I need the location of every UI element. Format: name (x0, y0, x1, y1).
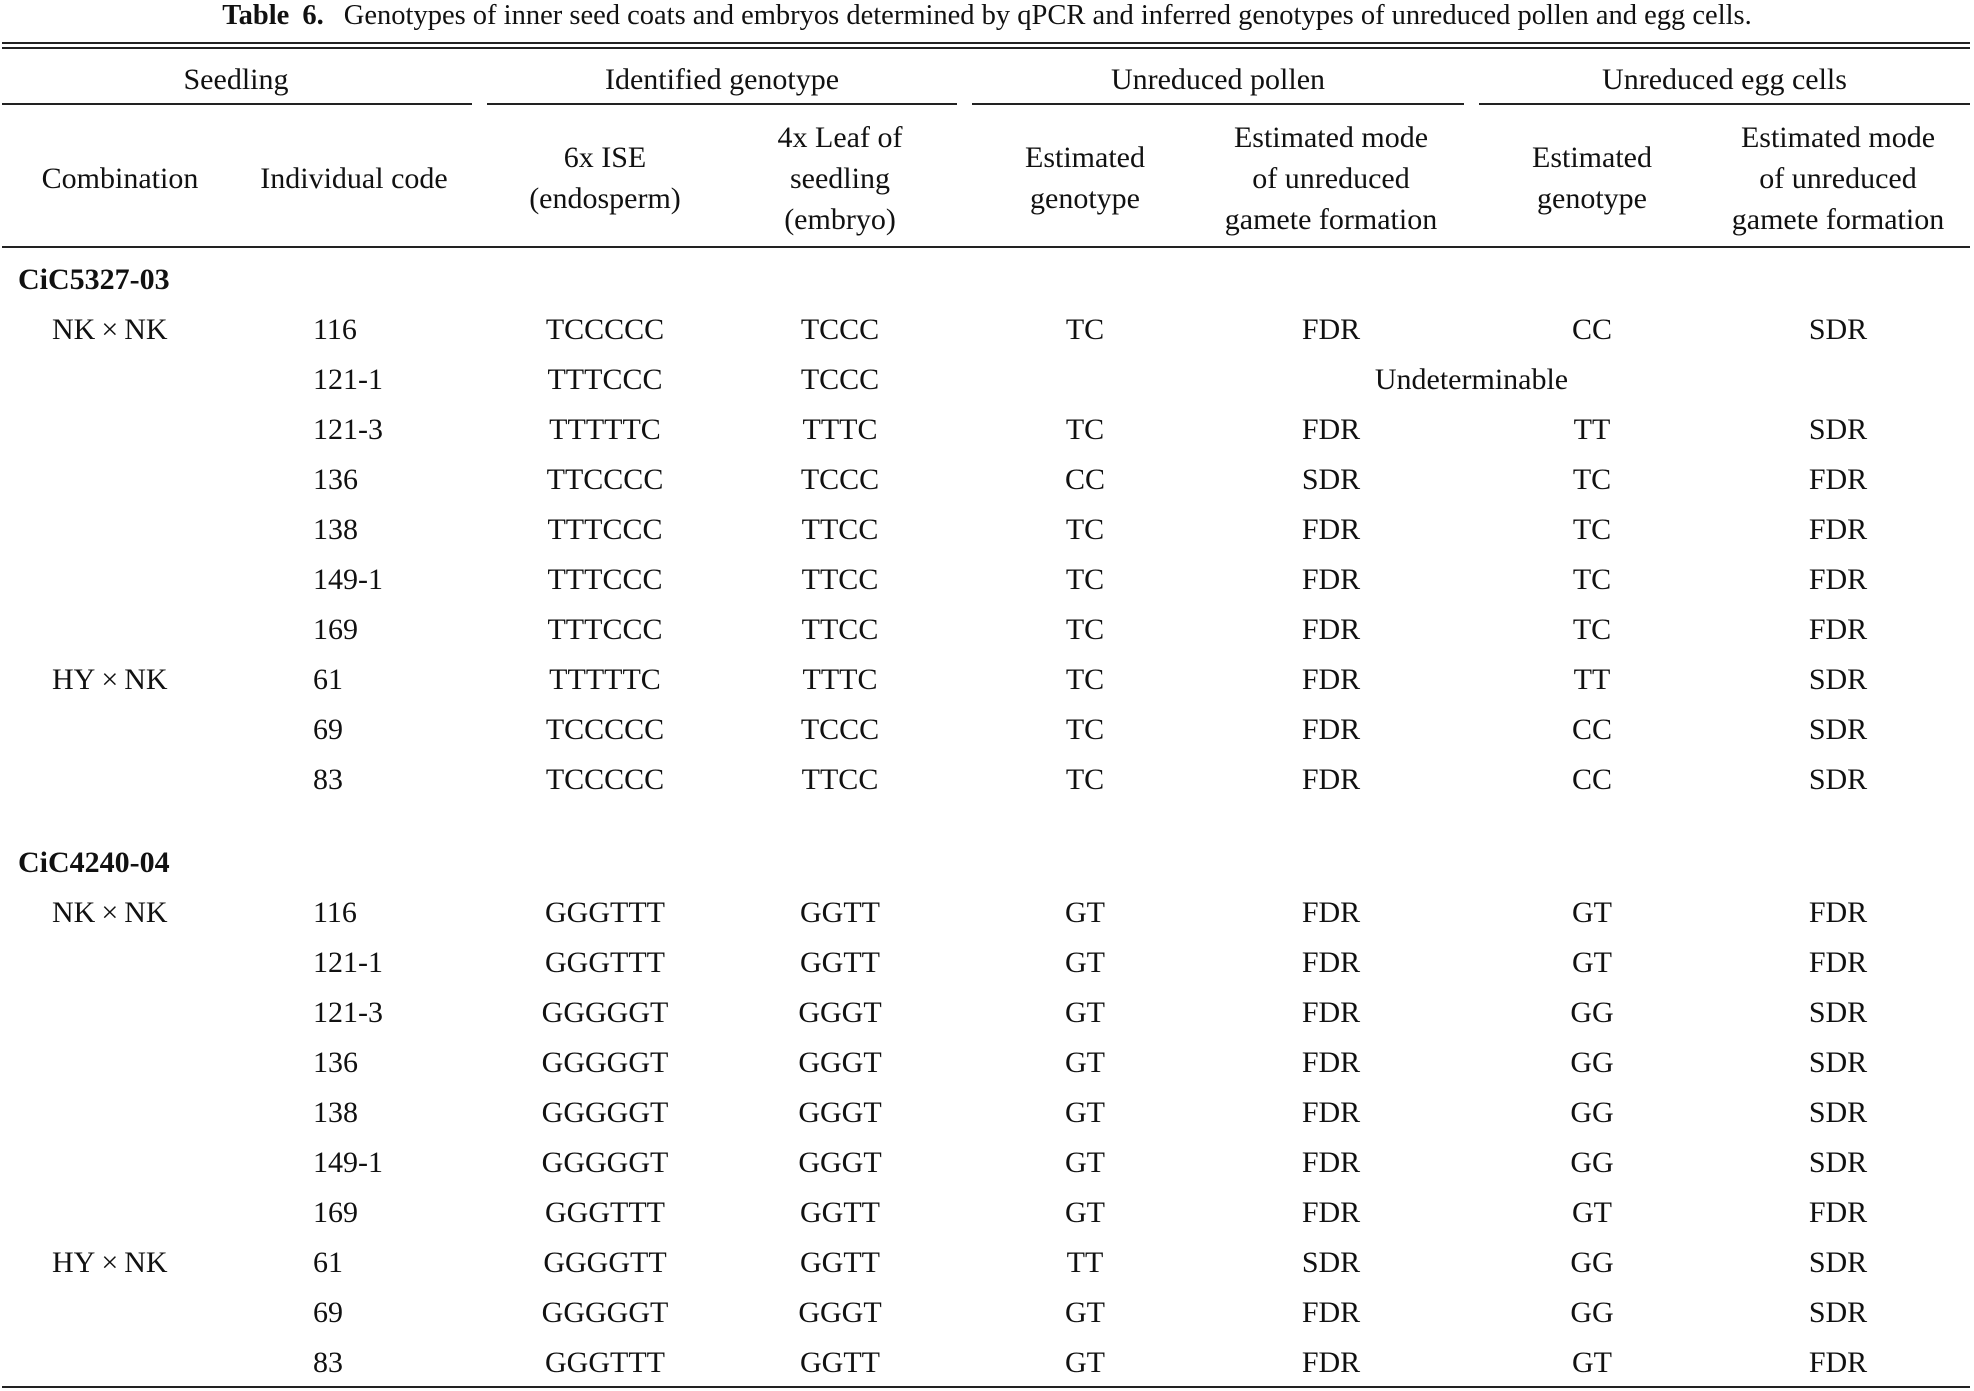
cell-individual-code: 138 (313, 1096, 358, 1129)
cell-pollen-genotype: TC (1065, 513, 1105, 546)
cell-ise: TTTCCC (547, 363, 663, 396)
cell-pollen-mode: FDR (1301, 1096, 1361, 1129)
group-underline-unreduced-egg-cells (1479, 103, 1970, 105)
cell-egg-mode: SDR (1808, 663, 1868, 696)
column-header-line: genotype (1030, 182, 1140, 215)
cell-leaf: GGGT (798, 1046, 882, 1079)
column-header-line: genotype (1537, 182, 1647, 215)
cell-individual-code: 121-3 (313, 996, 383, 1029)
cell-individual-code: 149-1 (313, 1146, 383, 1179)
cell-egg-mode: FDR (1808, 513, 1868, 546)
cell-ise: GGGGGT (541, 1096, 669, 1129)
cell-leaf: GGGT (798, 1146, 882, 1179)
cell-combination: HY × NK (52, 1246, 168, 1279)
cell-egg-genotype: GG (1570, 996, 1614, 1029)
column-header-line: Estimated (1025, 141, 1145, 174)
cell-egg-mode: SDR (1808, 1046, 1868, 1079)
column-header-line: gamete formation (1224, 203, 1438, 236)
cell-pollen-mode: FDR (1301, 513, 1361, 546)
cell-ise: TCCCCC (545, 713, 665, 746)
cell-egg-genotype: TC (1572, 513, 1612, 546)
cell-pollen-genotype: GT (1065, 1296, 1105, 1329)
cell-egg-mode: FDR (1808, 463, 1868, 496)
column-header-egg-genotype (1479, 137, 1705, 219)
column-header-line: 4x Leaf of (777, 121, 903, 154)
section-header: CiC5327-03 (18, 263, 170, 296)
cell-egg-genotype: GT (1572, 1346, 1612, 1379)
group-header-unreduced-pollen: Unreduced pollen (1110, 63, 1326, 96)
column-header-line: of unreduced (1252, 162, 1410, 195)
cell-pollen-mode: FDR (1301, 1196, 1361, 1229)
cell-leaf: GGTT (800, 946, 880, 979)
cell-ise: GGGGGT (541, 1146, 669, 1179)
cell-pollen-genotype: TC (1065, 763, 1105, 796)
column-header-ise (487, 137, 723, 219)
cell-ise: GGGGGT (541, 1046, 669, 1079)
cell-pollen-genotype: TT (1066, 1246, 1104, 1279)
cell-individual-code: 121-1 (313, 946, 383, 979)
cell-pollen-genotype: TC (1065, 613, 1105, 646)
cell-ise: TTTCCC (547, 513, 663, 546)
cell-individual-code: 121-1 (313, 363, 383, 396)
cell-pollen-genotype: GT (1065, 946, 1105, 979)
cell-egg-mode: FDR (1808, 946, 1868, 979)
cell-leaf: GGTT (800, 1346, 880, 1379)
cell-combination: NK × NK (52, 313, 168, 346)
header-rule (2, 246, 1970, 248)
cell-pollen-mode: FDR (1301, 613, 1361, 646)
cell-pollen-genotype: GT (1065, 996, 1105, 1029)
cell-pollen-mode: FDR (1301, 1296, 1361, 1329)
cell-pollen-mode: SDR (1301, 463, 1361, 496)
cell-egg-genotype: GG (1570, 1296, 1614, 1329)
cell-egg-genotype: CC (1571, 713, 1613, 746)
cell-egg-genotype: CC (1571, 763, 1613, 796)
cell-pollen-genotype: TC (1065, 663, 1105, 696)
cell-egg-mode: SDR (1808, 1096, 1868, 1129)
cell-leaf: TTCC (801, 563, 879, 596)
cell-individual-code: 169 (313, 1196, 358, 1229)
cell-leaf: TTCC (801, 513, 879, 546)
group-header-seedling: Seedling (183, 63, 289, 96)
group-header-unreduced-egg-cells: Unreduced egg cells (1602, 63, 1847, 96)
cell-egg-genotype: GG (1570, 1246, 1614, 1279)
cell-leaf: GGTT (800, 896, 880, 929)
cell-egg-mode: SDR (1808, 1296, 1868, 1329)
cell-egg-mode: SDR (1808, 996, 1868, 1029)
cell-leaf: TTCC (801, 613, 879, 646)
cell-egg-genotype: CC (1571, 313, 1613, 346)
cell-leaf: GGTT (800, 1196, 880, 1229)
cell-ise: GGGTTT (545, 1196, 665, 1229)
table-title: Genotypes of inner seed coats and embryos determined by qPCR and inferred genotypes of unreduced pollen and egg cells. (343, 0, 1752, 31)
cell-egg-genotype: GG (1570, 1046, 1614, 1079)
cell-individual-code: 61 (313, 1246, 343, 1279)
column-header-line: of unreduced (1759, 162, 1917, 195)
cell-pollen-mode: FDR (1301, 413, 1361, 446)
cell-egg-genotype: TT (1573, 413, 1611, 446)
cell-egg-mode: FDR (1808, 1346, 1868, 1379)
cell-pollen-mode: FDR (1301, 1146, 1361, 1179)
cell-egg-mode: SDR (1808, 763, 1868, 796)
cell-ise: TTTCCC (547, 613, 663, 646)
cell-undeterminable: Undeterminable (1374, 363, 1569, 396)
cell-pollen-genotype: GT (1065, 1146, 1105, 1179)
cell-leaf: TTTC (802, 413, 878, 446)
cell-egg-mode: SDR (1808, 413, 1868, 446)
cell-egg-mode: SDR (1808, 1246, 1868, 1279)
cell-ise: GGGTTT (545, 1346, 665, 1379)
cell-pollen-mode: FDR (1301, 663, 1361, 696)
cell-pollen-mode: FDR (1301, 713, 1361, 746)
cell-egg-genotype: GT (1572, 896, 1612, 929)
cell-leaf: TCCC (800, 313, 880, 346)
group-header-identified-genotype: Identified genotype (604, 63, 840, 96)
cell-egg-mode: FDR (1808, 613, 1868, 646)
cell-pollen-genotype: GT (1065, 1046, 1105, 1079)
section-header: CiC4240-04 (18, 846, 170, 879)
cell-individual-code: 121-3 (313, 413, 383, 446)
cell-ise: GGGGGT (541, 1296, 669, 1329)
column-header-line: Combination (41, 162, 199, 195)
cell-leaf: GGGT (798, 1296, 882, 1329)
cell-egg-mode: FDR (1808, 896, 1868, 929)
cell-pollen-genotype: TC (1065, 313, 1105, 346)
cell-individual-code: 69 (313, 713, 343, 746)
cell-pollen-mode: FDR (1301, 996, 1361, 1029)
top-rule (2, 42, 1970, 44)
cell-ise: TTTTTC (549, 413, 661, 446)
cell-egg-genotype: GG (1570, 1146, 1614, 1179)
cell-pollen-mode: FDR (1301, 896, 1361, 929)
table-caption (0, 0, 1974, 32)
cell-egg-genotype: TC (1572, 463, 1612, 496)
column-header-line: seedling (790, 162, 890, 195)
cell-egg-mode: FDR (1808, 563, 1868, 596)
cell-pollen-mode: FDR (1301, 1046, 1361, 1079)
cell-egg-mode: SDR (1808, 713, 1868, 746)
cell-ise: GGGGTT (543, 1246, 667, 1279)
column-header-individual-code (236, 158, 472, 199)
cell-egg-genotype: TC (1572, 563, 1612, 596)
cell-ise: GGGTTT (545, 896, 665, 929)
cell-ise: TTTCCC (547, 563, 663, 596)
cell-egg-genotype: GT (1572, 1196, 1612, 1229)
column-header-line: Estimated mode (1740, 121, 1936, 154)
cell-individual-code: 169 (313, 613, 358, 646)
cell-individual-code: 116 (313, 896, 357, 929)
cell-ise: TTCCCC (546, 463, 664, 496)
cell-leaf: TTTC (802, 663, 878, 696)
cell-individual-code: 69 (313, 1296, 343, 1329)
cell-combination: NK × NK (52, 896, 168, 929)
cell-leaf: TCCC (800, 713, 880, 746)
cell-egg-genotype: TC (1572, 613, 1612, 646)
cell-individual-code: 136 (313, 1046, 358, 1079)
cell-pollen-genotype: GT (1065, 1196, 1105, 1229)
column-header-line: Estimated mode (1233, 121, 1429, 154)
cell-leaf: TCCC (800, 363, 880, 396)
column-header-line: (endosperm) (529, 182, 681, 215)
cell-pollen-mode: FDR (1301, 563, 1361, 596)
group-underline-unreduced-pollen (972, 103, 1464, 105)
cell-pollen-genotype: GT (1065, 896, 1105, 929)
column-header-line: gamete formation (1731, 203, 1945, 236)
column-header-egg-mode (1705, 117, 1971, 240)
cell-leaf: TCCC (800, 463, 880, 496)
group-underline-identified-genotype (487, 103, 957, 105)
cell-ise: TCCCCC (545, 313, 665, 346)
cell-individual-code: 61 (313, 663, 343, 696)
cell-egg-mode: FDR (1808, 1196, 1868, 1229)
column-header-leaf (723, 117, 957, 240)
bottom-rule (2, 1386, 1970, 1388)
column-header-pollen-genotype (972, 137, 1198, 219)
cell-leaf: TTCC (801, 763, 879, 796)
cell-ise: GGGTTT (545, 946, 665, 979)
cell-individual-code: 136 (313, 463, 358, 496)
cell-egg-genotype: TT (1573, 663, 1611, 696)
cell-egg-genotype: GG (1570, 1096, 1614, 1129)
cell-pollen-genotype: GT (1065, 1346, 1105, 1379)
column-header-line: (embryo) (784, 203, 896, 236)
cell-pollen-genotype: TC (1065, 413, 1105, 446)
cell-pollen-genotype: TC (1065, 563, 1105, 596)
column-header-pollen-mode (1198, 117, 1464, 240)
cell-pollen-mode: FDR (1301, 1346, 1361, 1379)
cell-individual-code: 149-1 (313, 563, 383, 596)
cell-pollen-genotype: CC (1064, 463, 1106, 496)
cell-pollen-mode: FDR (1301, 763, 1361, 796)
cell-individual-code: 116 (313, 313, 357, 346)
cell-pollen-mode: SDR (1301, 1246, 1361, 1279)
top-rule-second (2, 47, 1970, 49)
column-header-line: 6x ISE (563, 141, 647, 174)
cell-egg-mode: SDR (1808, 1146, 1868, 1179)
column-header-line: Estimated (1532, 141, 1652, 174)
column-header-combination (18, 158, 222, 199)
cell-combination: HY × NK (52, 663, 168, 696)
table-label: Table 6. (222, 0, 324, 31)
cell-pollen-mode: FDR (1301, 946, 1361, 979)
cell-individual-code: 138 (313, 513, 358, 546)
cell-pollen-genotype: GT (1065, 1096, 1105, 1129)
cell-egg-mode: SDR (1808, 313, 1868, 346)
cell-leaf: GGGT (798, 1096, 882, 1129)
cell-egg-genotype: GT (1572, 946, 1612, 979)
cell-individual-code: 83 (313, 1346, 343, 1379)
cell-ise: TTTTTC (549, 663, 661, 696)
column-header-line: Individual code (260, 162, 448, 195)
cell-pollen-genotype: TC (1065, 713, 1105, 746)
cell-individual-code: 83 (313, 763, 343, 796)
cell-pollen-mode: FDR (1301, 313, 1361, 346)
cell-ise: TCCCCC (545, 763, 665, 796)
group-underline-seedling (2, 103, 472, 105)
cell-leaf: GGGT (798, 996, 882, 1029)
cell-leaf: GGTT (800, 1246, 880, 1279)
cell-ise: GGGGGT (541, 996, 669, 1029)
